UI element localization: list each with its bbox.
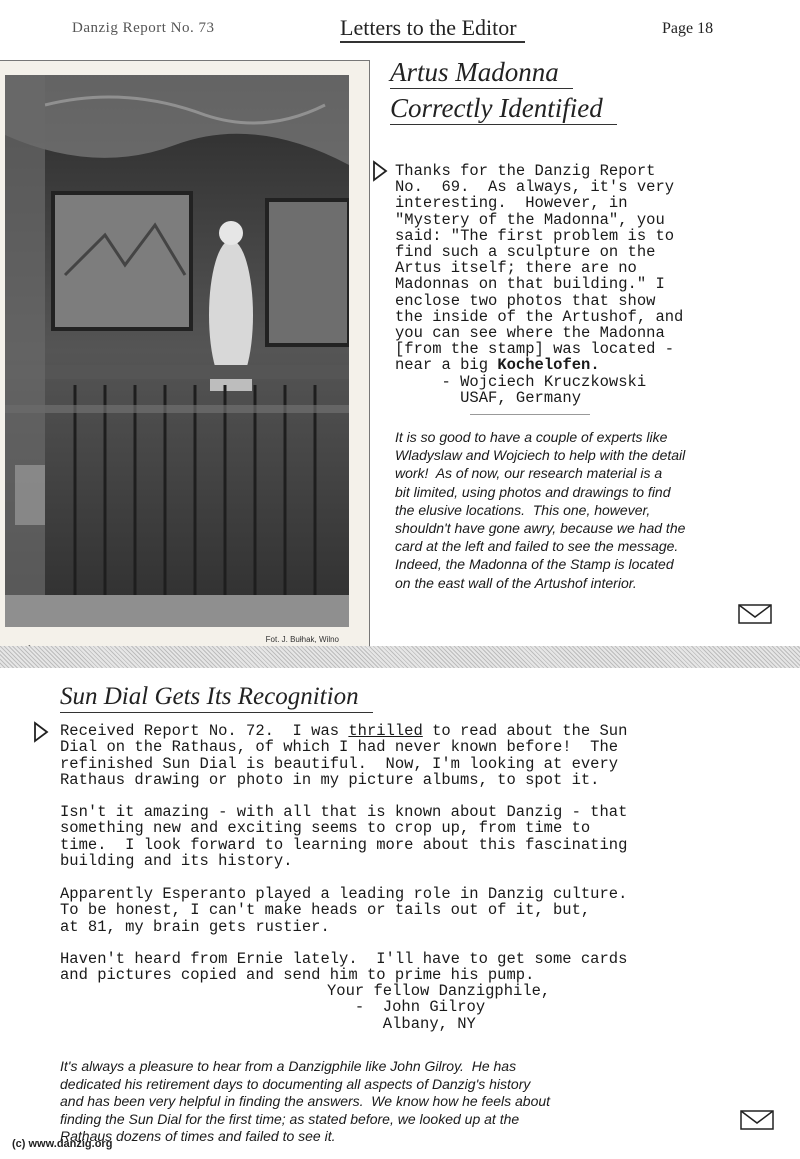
envelope-icon: [738, 604, 772, 624]
letter2-p1-rest: to read about the Sun Dial on the Rathaus, of which I had never known before! The refinished Sun Dial is beautiful. Now, I'm looking at every Rathaus drawing or photo in my picture albums, to spot it.: [60, 722, 628, 789]
section-divider-band: [0, 646, 800, 668]
letter1-body: [395, 163, 795, 374]
publication-label: Danzig Report No. 73: [72, 20, 215, 36]
letter1-title-line1: Artus Madonna: [390, 56, 573, 89]
letter2-paragraph-3: Apparently Esperanto played a leading role in Danzig culture. To be honest, I can't make heads or tails out of it, but, at 81, my brain gets rustier.: [60, 885, 628, 936]
letter2-signature: Your fellow Danzigphile, - John Gilroy Albany, NY: [327, 982, 551, 1033]
page-number: Page 18: [662, 20, 714, 37]
letter1-body-bold: Kochelofen.: [497, 356, 600, 375]
divider: [470, 414, 590, 415]
photo-credit: Fot. J. Bułhak, Wilno: [265, 635, 339, 644]
letter1-signature: - Wojciech Kruczkowski USAF, Germany: [441, 373, 647, 408]
hand-arrow-icon: [33, 721, 51, 743]
envelope-icon: [740, 1110, 774, 1130]
letter2-p1-underlined: thrilled: [348, 722, 423, 740]
letter2-editor-reply: It's always a pleasure to hear from a Danzigphile like John Gilroy. He has dedicated his retirement days to documenting all aspects of Danzig's history and has been very helpful in finding the answers. We know how he feels about finding the Sun Dial for the first time; as stated before, we looked up at the Rathaus dozens of times and failed to see it.: [60, 1058, 551, 1144]
section-title: Letters to the Editor: [340, 15, 525, 43]
copyright-footer: (c) www.danzig.org: [12, 1138, 113, 1150]
letter2-p1-start: Received Report No. 72. I was: [60, 722, 349, 740]
letter1-editor-reply: It is so good to have a couple of experts like Wladyslaw and Wojciech to help with the detail work! As of now, our research material is a bit limited, using photos and drawings to find the elusive locations. This one, however, shouldn't have gone awry, because we had the card at the left and failed to see the message. Indeed, the Madonna of the Stamp is located on the east wall of the Artushof interior.: [395, 429, 686, 591]
letter2-paragraph-4: Haven't heard from Ernie lately. I'll have to get some cards and pictures copied and send him to prime his pump.: [60, 950, 628, 985]
postcard-photo: [0, 60, 370, 658]
letter1-body-text: Thanks for the Danzig Report No. 69. As always, it's very interesting. However, in "Mystery of the Madonna", you said: "The first problem is to find such a sculpture on the Artus itself; there are no Madonnas on that building." I enclose two photos that show the inside of the Artushof, and you can see where the Madonna [from the stamp] was located - near a big: [395, 162, 684, 375]
hand-arrow-icon: [372, 160, 390, 182]
letter2-paragraph-1: [60, 723, 627, 788]
artushof-interior-image: [5, 75, 349, 627]
letter2-title: Sun Dial Gets Its Recognition: [60, 682, 373, 713]
letter2-paragraph-2: Isn't it amazing - with all that is known about Danzig - that something new and exciting seems to crop up, from time to time. I look forward to learning more about this fascinating building and its history.: [60, 803, 628, 870]
letter1-title-line2: Correctly Identified: [390, 92, 617, 125]
